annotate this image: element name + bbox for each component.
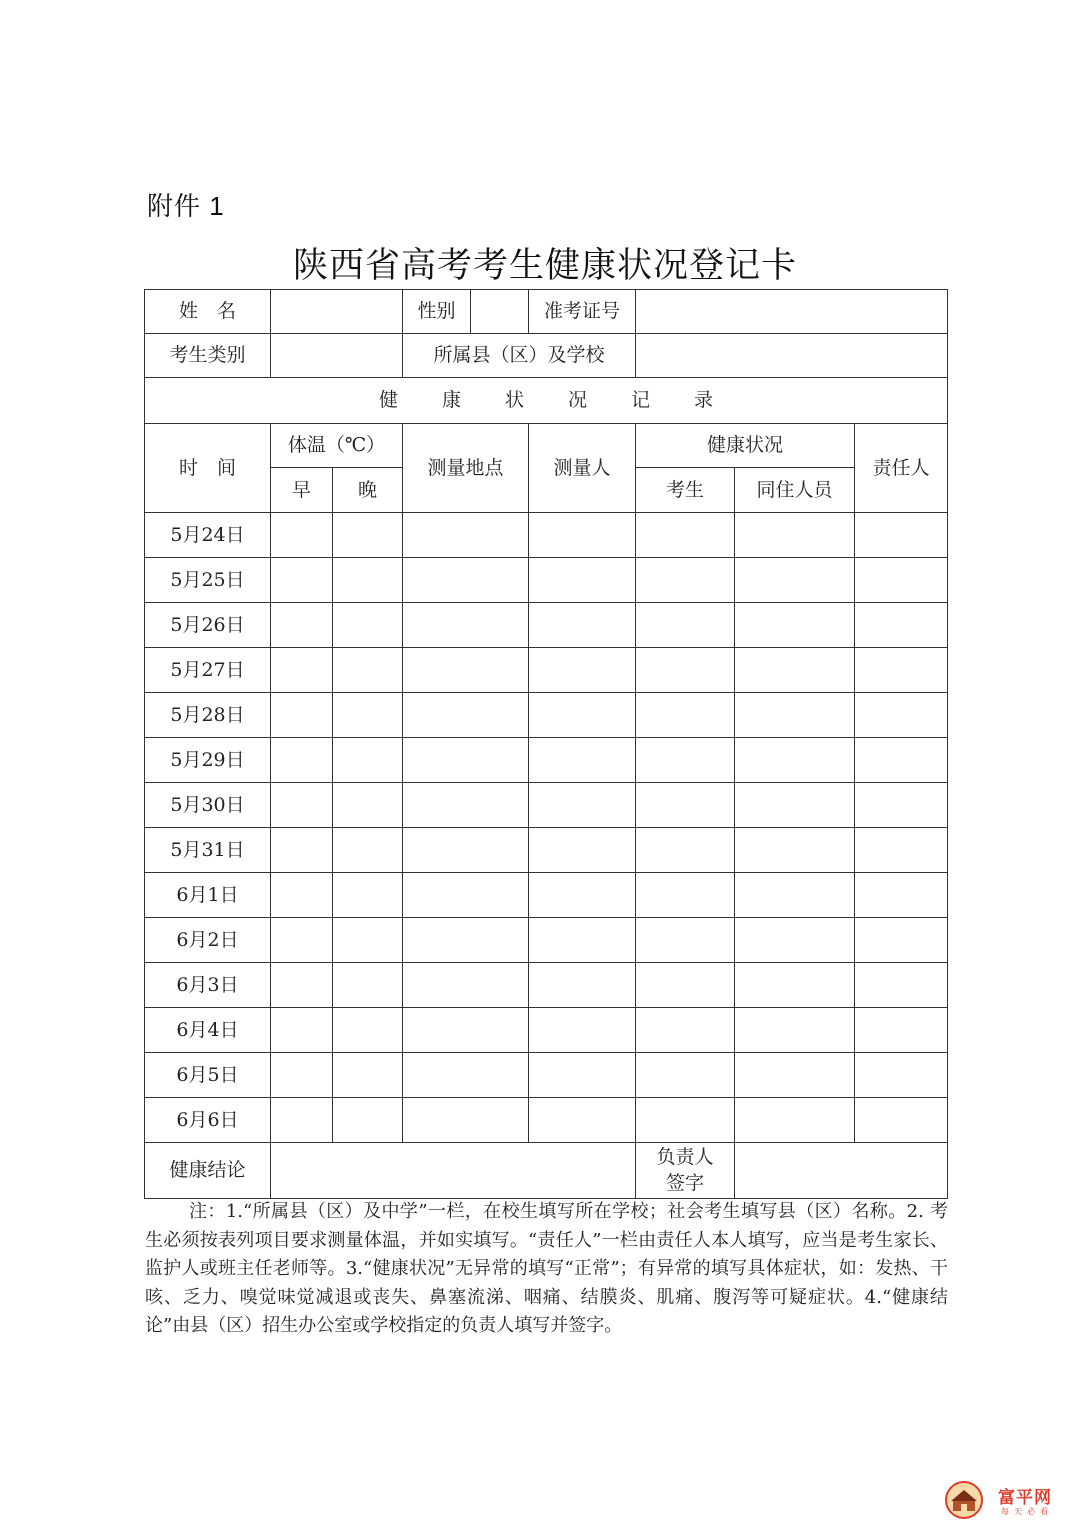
responsible-field[interactable] [855,873,948,918]
examinee-status-field[interactable] [636,1098,735,1143]
examinee-status-field[interactable] [636,1008,735,1053]
responsible-field[interactable] [855,693,948,738]
date-cell: 6月4日 [145,1008,271,1053]
attachment-label: 附件 1 [147,191,225,221]
evening-temp-field[interactable] [333,1053,403,1098]
measurer-field[interactable] [529,603,636,648]
name-field[interactable] [271,290,403,334]
county-school-field[interactable] [636,334,948,378]
date-row [145,693,948,738]
evening-temp-field[interactable] [333,918,403,963]
measurer-field[interactable] [529,783,636,828]
measurer-field[interactable] [529,513,636,558]
morning-temp-field[interactable] [271,963,333,1008]
ticket-label: 准考证号 [529,290,636,334]
location-label: 测量地点 [403,424,529,513]
examinee-status-field[interactable] [636,1053,735,1098]
time-label: 时 间 [145,424,271,513]
examinee-status-field[interactable] [636,963,735,1008]
morning-temp-field[interactable] [271,783,333,828]
measurer-field[interactable] [529,1098,636,1143]
responsible-field[interactable] [855,1098,948,1143]
evening-temp-field[interactable] [333,1098,403,1143]
morning-temp-field[interactable] [271,828,333,873]
responsible-field[interactable] [855,513,948,558]
location-field[interactable] [403,648,529,693]
measurer-field[interactable] [529,963,636,1008]
date-cell: 6月6日 [145,1098,271,1143]
evening-temp-field[interactable] [333,648,403,693]
location-field[interactable] [403,828,529,873]
date-cell: 6月1日 [145,873,271,918]
cohabitant-status-field[interactable] [735,603,855,648]
evening-temp-field[interactable] [333,783,403,828]
name-label: 姓 名 [145,290,271,334]
category-label: 考生类别 [145,334,271,378]
measurer-field[interactable] [529,738,636,783]
date-row [145,738,948,783]
morning-temp-field[interactable] [271,873,333,918]
examinee-status-field[interactable] [636,918,735,963]
document-title: 陕西省高考考生健康状况登记卡 [292,246,797,286]
cohabitant-status-field[interactable] [735,648,855,693]
morning-temp-field[interactable] [271,918,333,963]
morning-label: 早 [271,468,333,513]
temp-label: 体温（℃） [271,424,403,468]
measurer-label: 测量人 [529,424,636,513]
cohabitant-status-field[interactable] [735,963,855,1008]
ticket-field[interactable] [636,290,948,334]
evening-temp-field[interactable] [333,513,403,558]
location-field[interactable] [403,873,529,918]
gender-field[interactable] [471,290,528,333]
evening-temp-field[interactable] [333,693,403,738]
evening-temp-field[interactable] [333,828,403,873]
evening-temp-field[interactable] [333,963,403,1008]
date-cell: 5月29日 [145,738,271,783]
examinee-status-field[interactable] [636,603,735,648]
responsible-field[interactable] [855,648,948,693]
measurer-field[interactable] [529,648,636,693]
morning-temp-field[interactable] [271,1008,333,1053]
cohabitant-status-field[interactable] [735,783,855,828]
responsible-field[interactable] [855,963,948,1008]
evening-label: 晚 [333,468,403,513]
location-field[interactable] [403,513,529,558]
cohabitant-status-field[interactable] [735,1008,855,1053]
county-school-label: 所属县（区）及学校 [403,334,636,378]
row-column-header-1 [145,424,948,468]
morning-temp-field[interactable] [271,1098,333,1143]
date-cell: 5月28日 [145,693,271,738]
cohabitant-status-field[interactable] [735,1053,855,1098]
location-field[interactable] [403,693,529,738]
examinee-status-field[interactable] [636,738,735,783]
examinee-status-field[interactable] [636,828,735,873]
date-row [145,1053,948,1098]
date-cell: 5月24日 [145,513,271,558]
date-cell: 5月25日 [145,558,271,603]
morning-temp-field[interactable] [271,693,333,738]
measurer-field[interactable] [529,1053,636,1098]
responsible-field[interactable] [855,918,948,963]
date-row [145,1098,948,1143]
morning-temp-field[interactable] [271,648,333,693]
morning-temp-field[interactable] [271,738,333,783]
date-cell: 6月2日 [145,918,271,963]
evening-temp-field[interactable] [333,873,403,918]
date-row [145,558,948,603]
location-field[interactable] [403,738,529,783]
location-field[interactable] [403,558,529,603]
cohabitant-status-field[interactable] [735,873,855,918]
responsible-field[interactable] [855,1053,948,1098]
date-cell: 5月27日 [145,648,271,693]
cohabitant-status-field[interactable] [735,1098,855,1143]
date-row [145,648,948,693]
location-field[interactable] [403,963,529,1008]
morning-temp-field[interactable] [271,603,333,648]
cohabitant-status-field[interactable] [735,693,855,738]
cohabitant-status-field[interactable] [735,918,855,963]
responsible-field[interactable] [855,603,948,648]
watermark-tagline: 每天必看 [1001,1507,1053,1516]
measurer-field[interactable] [529,558,636,603]
measurer-field[interactable] [529,828,636,873]
date-row [145,1008,948,1053]
location-field[interactable] [403,918,529,963]
row-conclusion [145,1143,948,1199]
responsible-field[interactable] [855,738,948,783]
record-header: 健康状况记录 [145,378,948,424]
measurer-field[interactable] [529,918,636,963]
date-cell: 5月30日 [145,783,271,828]
row-basic-info [145,290,948,334]
responsible-field[interactable] [855,828,948,873]
conclusion-label: 健康结论 [145,1143,271,1199]
signer-label [636,1143,735,1199]
evening-temp-field[interactable] [333,603,403,648]
location-field[interactable] [403,1098,529,1143]
health-registration-table [144,289,948,1199]
cohabitant-status-field[interactable] [735,513,855,558]
morning-temp-field[interactable] [271,1053,333,1098]
conclusion-field[interactable] [271,1143,636,1199]
date-row [145,828,948,873]
examinee-status-field[interactable] [636,648,735,693]
category-field[interactable] [271,334,403,378]
date-row [145,783,948,828]
date-cell: 6月5日 [145,1053,271,1098]
cohabitant-status-field[interactable] [735,558,855,603]
evening-temp-field[interactable] [333,558,403,603]
row-category [145,334,948,378]
cohabitant-status-field[interactable] [735,738,855,783]
morning-temp-field[interactable] [271,558,333,603]
examinee-status-field[interactable] [636,873,735,918]
gender-label: 性别 [403,290,471,333]
examinee-label: 考生 [636,468,735,513]
measurer-field[interactable] [529,1008,636,1053]
date-cell: 6月3日 [145,963,271,1008]
date-cell: 5月31日 [145,828,271,873]
measurer-field[interactable] [529,693,636,738]
date-cell: 5月26日 [145,603,271,648]
row-record-header [145,378,948,424]
date-row [145,963,948,1008]
morning-temp-field[interactable] [271,513,333,558]
location-field[interactable] [403,1053,529,1098]
date-row [145,873,948,918]
date-row [145,603,948,648]
health-status-label: 健康状况 [636,424,855,468]
watermark-brand: 富平网 [998,1488,1052,1508]
examinee-status-field[interactable] [636,693,735,738]
location-field[interactable] [403,783,529,828]
responsible-field[interactable] [855,1008,948,1053]
examinee-status-field[interactable] [636,558,735,603]
examinee-status-field[interactable] [636,783,735,828]
signer-field[interactable] [735,1143,948,1199]
responsible-field[interactable] [855,783,948,828]
location-field[interactable] [403,603,529,648]
responsible-field[interactable] [855,558,948,603]
signer-label-line2: 签字 [665,1171,704,1194]
location-field[interactable] [403,1008,529,1053]
date-row [145,513,948,558]
cohabitant-status-field[interactable] [735,828,855,873]
responsible-label: 责任人 [855,424,948,513]
evening-temp-field[interactable] [333,738,403,783]
date-row [145,918,948,963]
examinee-status-field[interactable] [636,513,735,558]
date-rows [145,513,948,1143]
cohabitant-label: 同住人员 [735,468,855,513]
notes: 注：1.“所属县（区）及中学”一栏，在校生填写所在学校；社会考生填写县（区）名称。2. 考生必须按表列项目要求测量体温，并如实填写。“责任人”一栏由责任人本人填写，应当是考生家长、监护人或班主任老师等。3.“健康状况”无异常的填写“正常”；有异常的填写具体症状，如：发热、干咳、乏力、嗅觉味觉减退或丧失、鼻塞流涕、咽痛、结膜炎、肌痛、腹泻等可疑症状。4.“健康结论”由县（区）招生办公室或学校指定的负责人填写并签字。 [145,1201,948,1336]
signer-label-line1: 负责人 [656,1145,714,1168]
evening-temp-field[interactable] [333,1008,403,1053]
measurer-field[interactable] [529,873,636,918]
